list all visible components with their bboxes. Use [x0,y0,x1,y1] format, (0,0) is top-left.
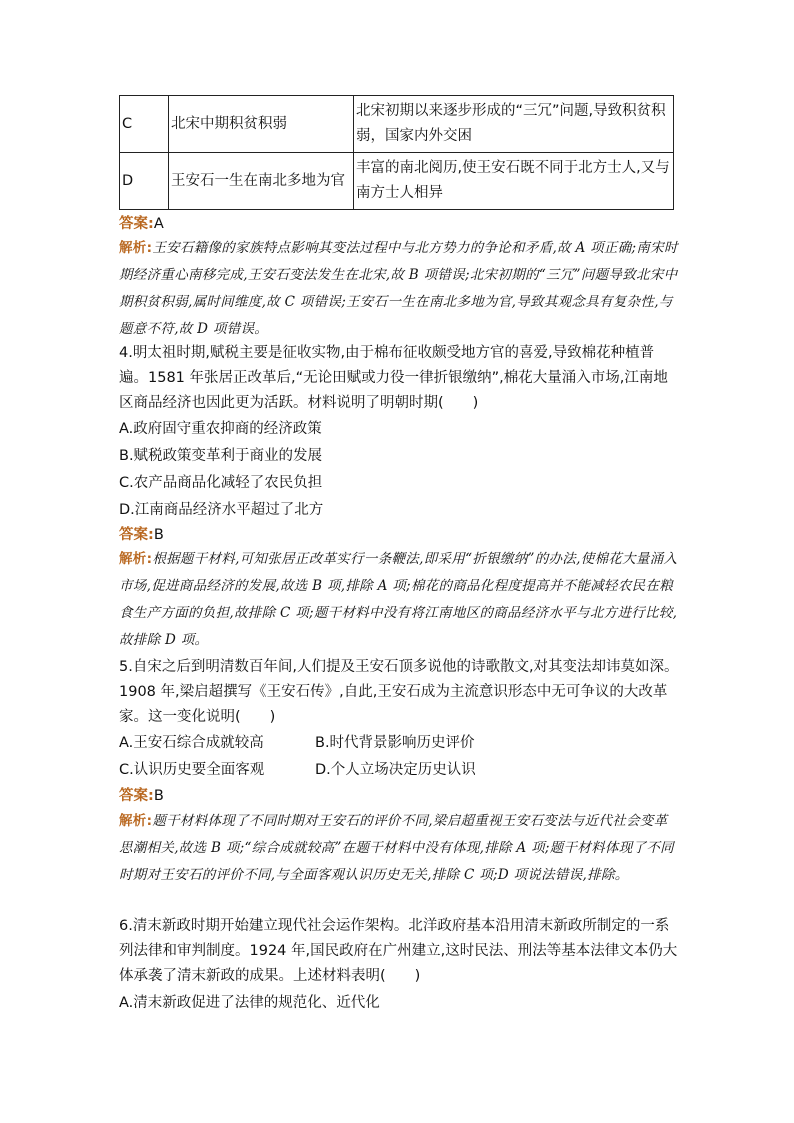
option-d: D.江南商品经济水平超过了北方 [119,502,324,518]
analysis-text: 王安石籍像的家族特点影响其变法过程中与北方势力的争论和矛盾,故 A 项正确;南宋时期经济重心南移完成,王安石变法发生在北宋,故 B 项错误;北宋初期的“三冗”问题导致北宋中期积贫积弱,属时间维度,故 C 项错误;王安石一生在南北多地为官,导致其观念具有复杂性,与题意不符,故 D 项错误。 [119,240,678,337]
q4-stem: 4.明太祖时期,赋税主要是征收实物,由于棉布征收颇受地方官的喜爱,导致棉花种植普遍。1581 年张居正改革后,“无论田赋或力役一律折银缴纳”,棉花大量涌入市场,江南地区商品经济也因此更为活跃。材料说明了明朝时期( ) [119,345,668,411]
row-reason: 北宋初期以来逐步形成的“三冗”问题,导致积贫积弱，国家内外交困 [354,96,674,153]
table-row [120,96,674,153]
option-b: B.时代背景影响历史评价 [315,735,475,751]
option-a: A.王安石综合成就较高 [119,735,264,751]
answer-label: 答案 [119,527,148,543]
row-letter: D [120,153,169,210]
q6-options [119,990,679,1017]
answer-label: 答案 [119,216,148,232]
analysis-label: 解析 [119,551,147,567]
q5-answer: 答案:B [119,788,164,804]
q5-stem: 5.自宋之后到明清数百年间,人们提及王安石顶多说他的诗歌散文,对其变法却讳莫如深。1908 年,梁启超撰写《王安石传》,自此,王安石成为主流意识形态中无可争议的大改革家。这一变化说明( ) [119,659,679,725]
option-c: C.认识历史要全面客观 [119,762,265,778]
option-a: A.清末新政促进了法律的规范化、近代化 [119,995,380,1011]
option-a: A.政府固守重农抑商的经济政策 [119,421,322,437]
analysis-text: 题干材料体现了不同时期对王安石的评价不同,梁启超重视王安石变法与近代社会变革思潮相关,故选 B 项;“综合成就较高”在题干材料中没有体现,排除 A 项;题干材料体现了不同时期对王安石的评价不同,与全面客观认识历史无关,排除 C 项;D 项说法错误,排除。 [119,813,674,883]
table-row [120,153,674,210]
row-letter: C [120,96,169,153]
q4-options [119,416,679,524]
q3-answer: 答案:A [119,216,164,232]
answer-value: A [153,216,164,232]
answer-label: 答案 [119,788,148,804]
q4-analysis: 解析:根据题干材料,可知张居正改革实行一条鞭法,即采用“折银缴纳”的办法,使棉花大量涌入市场,促进商品经济的发展,故选 B 项,排除 A 项;棉花的商品化程度提高并不能减轻农民在粮食生产方面的负担,故排除 C 项;题干材料中没有将江南地区的商品经济水平与北方进行比较,故排除 D 项。 [119,551,678,648]
row-reason: 丰富的南北阅历,使王安石既不同于北方士人,又与南方士人相异 [354,153,674,210]
analysis-label: 解析 [119,813,147,829]
analysis-text: 根据题干材料,可知张居正改革实行一条鞭法,即采用“折银缴纳”的办法,使棉花大量涌入市场,促进商品经济的发展,故选 B 项,排除 A 项;棉花的商品化程度提高并不能减轻农民在粮食生产方面的负担,故排除 C 项;题干材料中没有将江南地区的商品经济水平与北方进行比较,故排除 D 项。 [119,551,678,648]
analysis-label: 解析 [119,240,147,256]
option-d: D.个人立场决定历史认识 [315,762,476,778]
option-c: C.农产品商品化减轻了农民负担 [119,475,323,491]
q5-options [119,730,679,784]
q4-answer: 答案:B [119,527,164,543]
option-b: B.赋税政策变革利于商业的发展 [119,448,323,464]
options-table [119,95,674,210]
row-fact: 北宋中期积贫积弱 [169,96,354,153]
answer-value: B [153,788,164,804]
q3-analysis: 解析:王安石籍像的家族特点影响其变法过程中与北方势力的争论和矛盾,故 A 项正确;南宋时期经济重心南移完成,王安石变法发生在北宋,故 B 项错误;北宋初期的“三冗”问题导致北宋中期积贫积弱,属时间维度,故 C 项错误;王安石一生在南北多地为官,导致其观念具有复杂性,与题意不符,故 D 项错误。 [119,240,678,337]
answer-value: B [153,527,164,543]
q6-stem: 6.清末新政时期开始建立现代社会运作架构。北洋政府基本沿用清末新政所制定的一系列法律和审判制度。1924 年,国民政府在广州建立,这时民法、刑法等基本法律文本仍大体承袭了清末新政的成果。上述材料表明( ) [119,918,678,984]
q5-analysis: 解析:题干材料体现了不同时期对王安石的评价不同,梁启超重视王安石变法与近代社会变革思潮相关,故选 B 项;“综合成就较高”在题干材料中没有体现,排除 A 项;题干材料体现了不同时期对王安石的评价不同,与全面客观认识历史无关,排除 C 项;D 项说法错误,排除。 [119,813,674,883]
row-fact: 王安石一生在南北多地为官 [169,153,354,210]
